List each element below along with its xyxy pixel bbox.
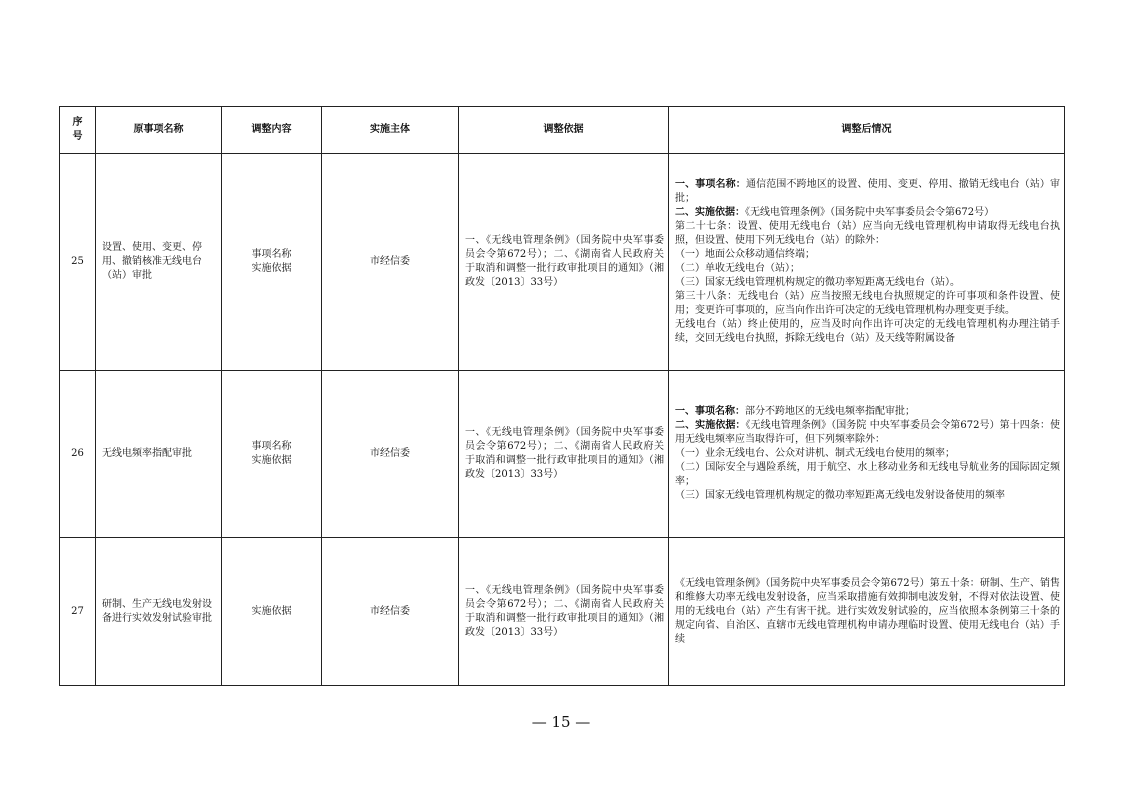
document-table-container [59,106,1064,686]
table-row [60,371,1065,538]
page-number: — 15 — [531,713,591,731]
header-subject: 实施主体 [322,107,459,154]
adjustment-basis: 一、《无线电管理条例》（国务院中央军事委员会令第672号）；二、《湖南省人民政府关于取消和调整一批行政审批项目的通知》（湘政发〔2013〕33号） [459,154,669,371]
header-name: 原事项名称 [96,107,222,154]
adjustment-basis: 一、《无线电管理条例》（国务院中央军事委员会令第672号）；二、《湖南省人民政府关于取消和调整一批行政审批项目的通知》（湘政发〔2013〕33号） [459,371,669,538]
row-number: 25 [60,154,96,371]
header-after: 调整后情况 [669,107,1065,154]
table-row [60,538,1065,686]
implementing-body: 市经信委 [322,371,459,538]
row-number: 27 [60,538,96,686]
item-name: 无线电频率指配审批 [96,371,222,538]
item-name: 研制、生产无线电发射设备进行实效发射试验审批 [96,538,222,686]
item-name: 设置、使用、变更、停用、撤销核准无线电台（站）审批 [96,154,222,371]
table-header-row [60,107,1065,154]
implementing-body: 市经信委 [322,154,459,371]
table-row [60,154,1065,371]
post-adjustment-status: 《无线电管理条例》（国务院中央军事委员会令第672号）第五十条：研制、生产、销售和维修大功率无线电发射设备，应当采取措施有效抑制电波发射，不得对依法设置、使用的无线电台（站）产生有害干扰。进行实效发射试验的，应当依照本条例第三十条的规定向省、自治区、直辖市无线电管理机构申请办理临时设置、使用无线电台（站）手续 [669,538,1065,686]
adjustment-content: 事项名称 实施依据 [222,371,322,538]
adjustment-basis: 一、《无线电管理条例》（国务院中央军事委员会令第672号）；二、《湖南省人民政府关于取消和调整一批行政审批项目的通知》（湘政发〔2013〕33号） [459,538,669,686]
header-num: 序号 [60,107,96,154]
implementing-body: 市经信委 [322,538,459,686]
adjustment-content: 事项名称 实施依据 [222,154,322,371]
post-adjustment-status: 一、事项名称：通信范围不跨地区的设置、使用、变更、停用、撤销无线电台（站）审批； 二、实施依据：《无线电管理条例》（国务院中央军事委员会令第672号） 第二十七条：设置、使用无线电台（站）应当向无线电管理机构申请取得无线电台执照，但设置、使用下列无线电台（站）的除外： （一）地面公众移动通信终端； （二）单收无线电台（站）； （三）国家无线电管理机构规定的微功率短距离无线电台（站）。 第三十八条：无线电台（站）应当按照无线电台执照规定的许可事项和条件设置、使用；变更许可事项的，应当向作出许可决定的无线电管理机构办理变更手续。 无线电台（站）终止使用的，应当及时向作出许可决定的无线电管理机构办理注销手续，交回无线电台执照，拆除无线电台（站）及天线等附属设备 [669,154,1065,371]
row-number: 26 [60,371,96,538]
post-adjustment-status: 一、事项名称：部分不跨地区的无线电频率指配审批； 二、实施依据：《无线电管理条例》（国务院 中央军事委员会令第672号）第十四条：使用无线电频率应当取得许可，但下列频率除外： （一）业余无线电台、公众对讲机、制式无线电台使用的频率； （二）国际安全与遇险系统，用于航空、水上移动业务和无线电导航业务的国际固定频率； （三）国家无线电管理机构规定的微功率短距离无线电发射设备使用的频率 [669,371,1065,538]
header-content: 调整内容 [222,107,322,154]
header-basis: 调整依据 [459,107,669,154]
adjustment-content: 实施依据 [222,538,322,686]
adjustment-table [59,106,1065,686]
